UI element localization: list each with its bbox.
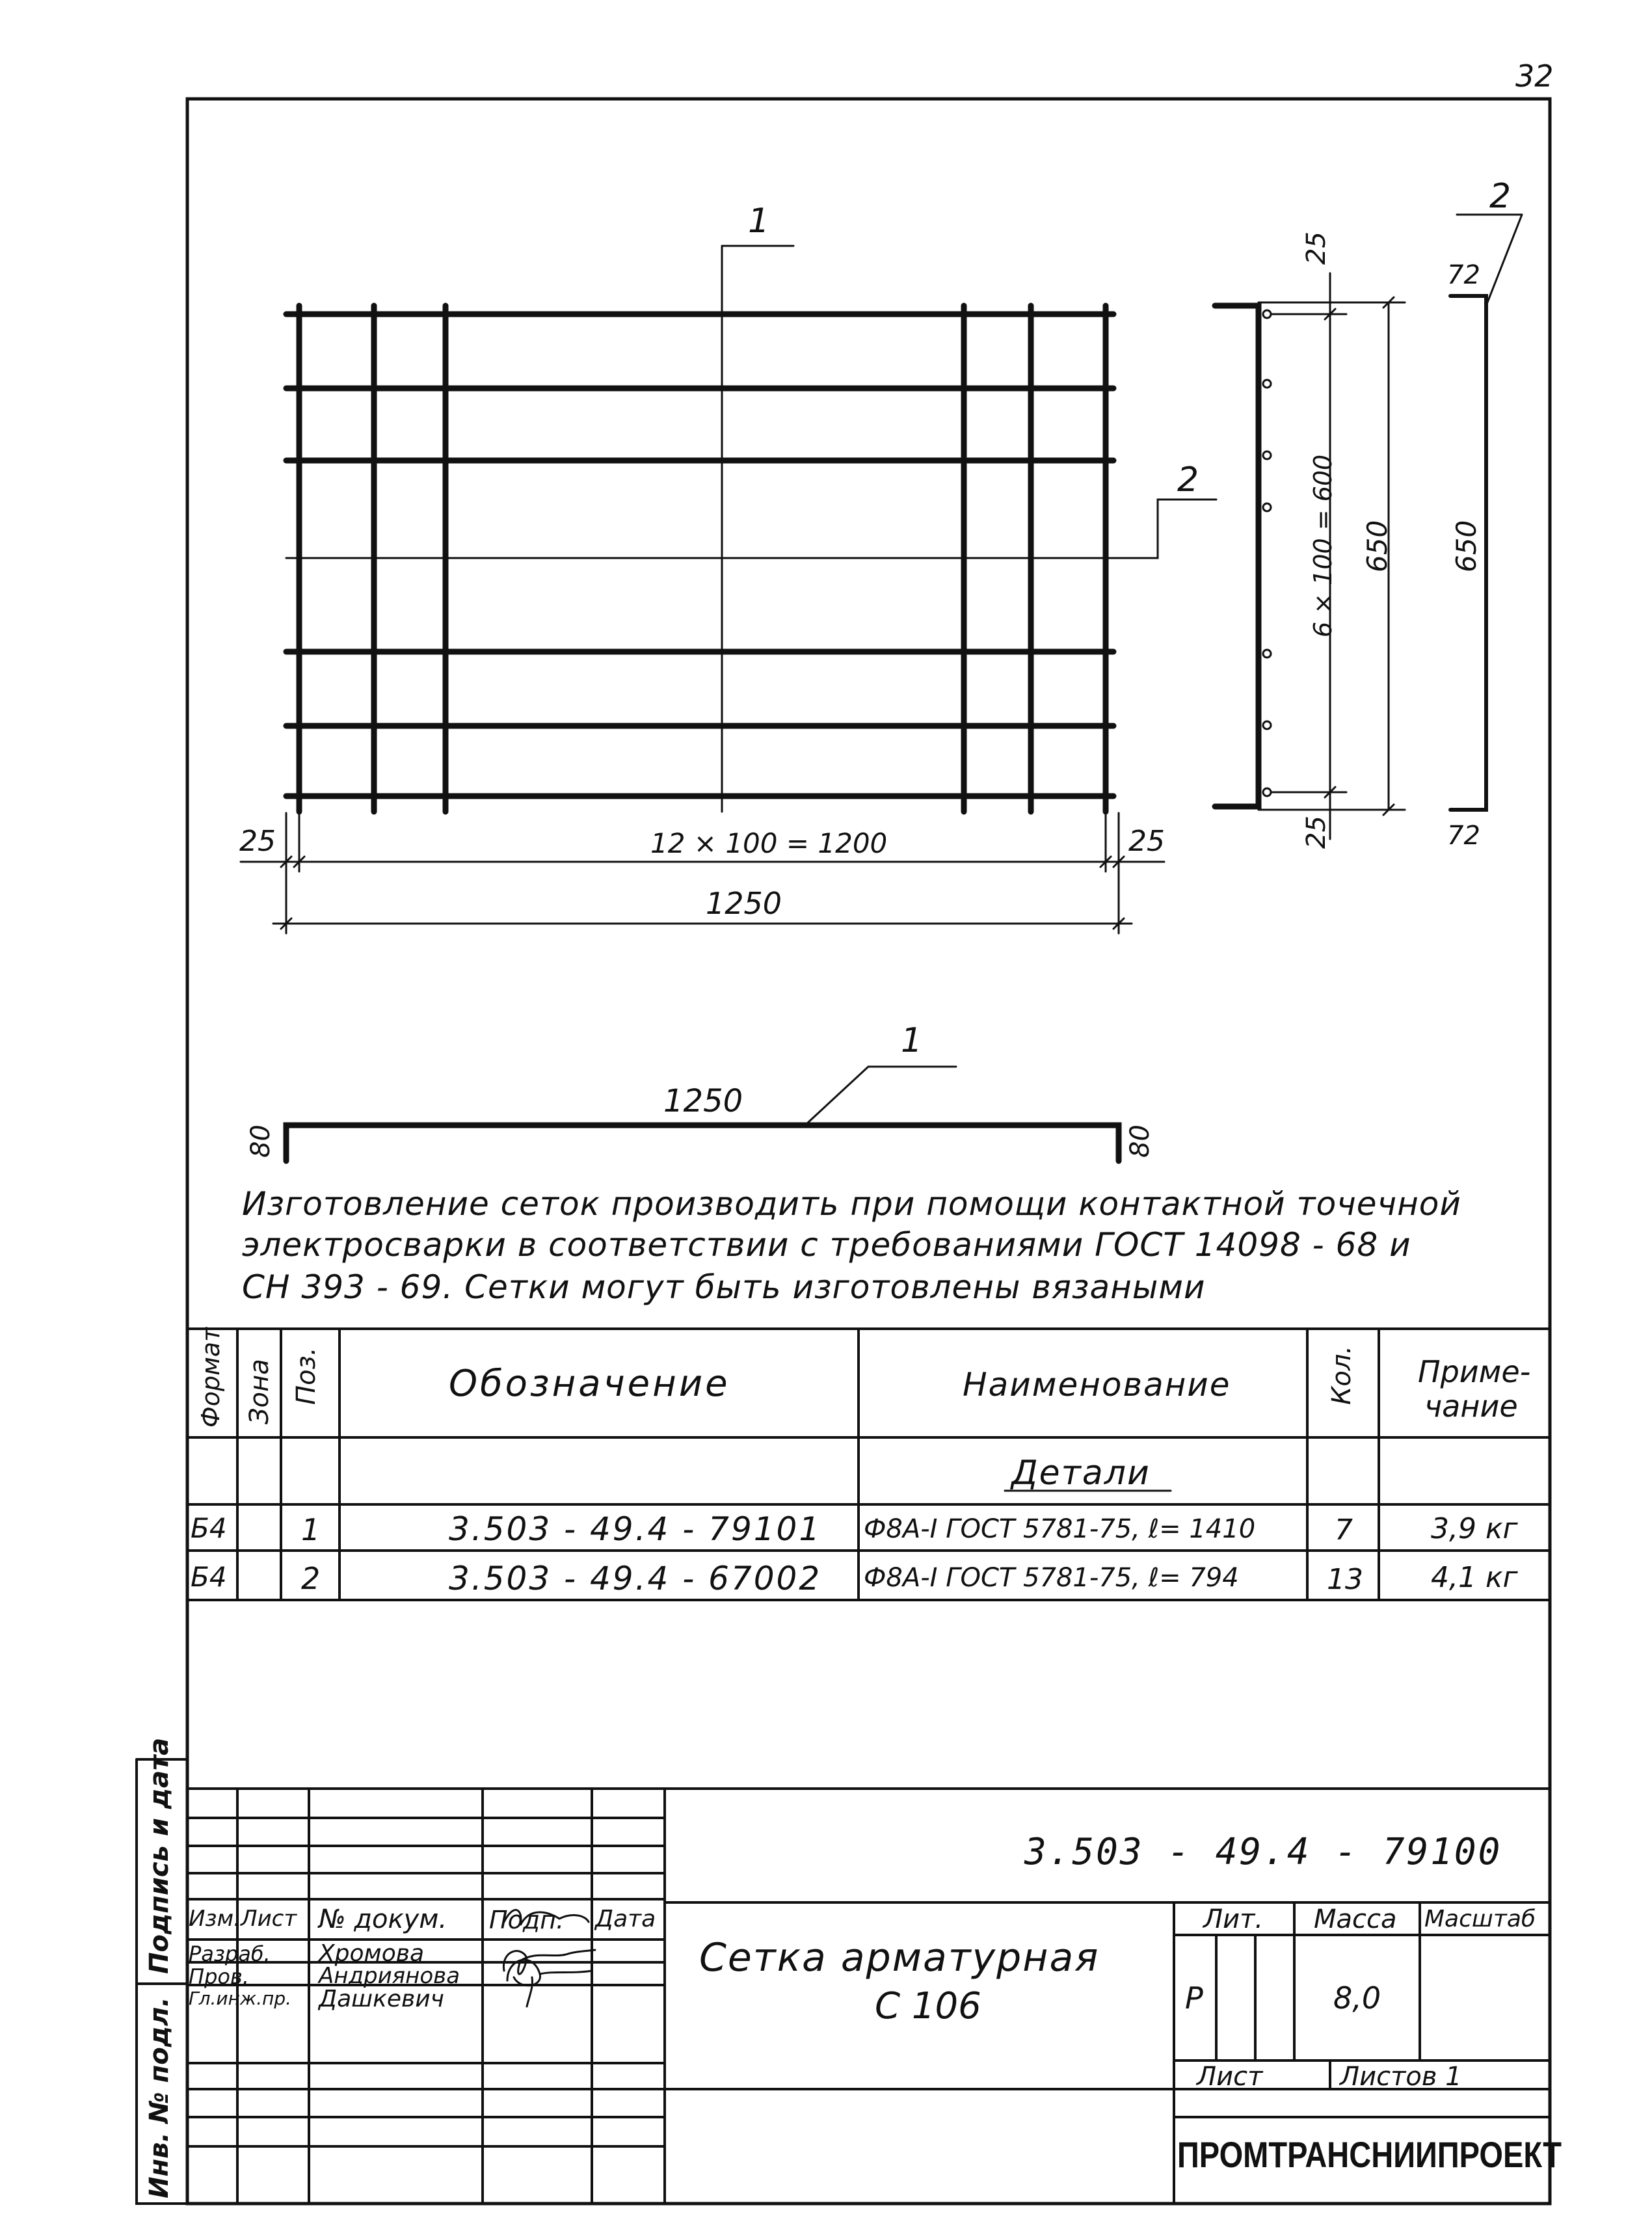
header-pos: Поз. — [291, 1347, 321, 1405]
row-2-format: Б4 — [191, 1561, 227, 1593]
signature-dashkevich — [507, 1960, 592, 2007]
dim-total: 1250 — [706, 886, 782, 921]
callout-2-profile-label: 2 — [1489, 177, 1512, 216]
callout-1-bar-label: 1 — [901, 1021, 923, 1060]
header-qty: Кол. — [1327, 1345, 1357, 1405]
callout-2-leader — [1113, 500, 1216, 558]
row-2-note: 4,1 кг — [1431, 1561, 1518, 1594]
row-2-name: Ф8А-I ГОСТ 5781-75, ℓ= 794 — [864, 1563, 1239, 1593]
page-number: 32 — [1515, 59, 1554, 94]
bar-length: 1250 — [663, 1083, 743, 1119]
dim-side-spacing: 6 × 100 = 600 — [1309, 454, 1337, 637]
dim-grid: 12 × 100 = 1200 — [650, 827, 888, 859]
row-2-pos: 2 — [301, 1561, 321, 1596]
dim-side-total: 650 — [1361, 520, 1393, 572]
row-2-qty: 13 — [1327, 1563, 1363, 1596]
col-header-date: Дата — [595, 1906, 656, 1932]
callout-1-mesh-label: 1 — [748, 202, 770, 241]
name-developer: Хромова — [319, 1940, 424, 1967]
section-title: Детали — [1011, 1454, 1151, 1493]
mass-value: 8,0 — [1333, 1980, 1381, 2016]
sheet-frame — [187, 99, 1550, 2204]
row-1-note: 3,9 кг — [1431, 1512, 1518, 1545]
bar-hook-left: 80 — [246, 1125, 276, 1158]
doc-number: 3.503 - 49.4 - 79100 — [1024, 1831, 1502, 1873]
col-header-izm: Изм. — [189, 1906, 241, 1932]
organization: ПРОМТРАНСНИИПРОЕКТ — [1177, 2134, 1562, 2175]
side-section-dots — [1263, 310, 1271, 796]
mass-label: Масса — [1314, 1904, 1397, 1934]
role-chief-engineer: Гл.инж.пр. — [189, 1988, 292, 2009]
header-format: Формат — [196, 1327, 225, 1428]
note-line-3: СН 393 - 69. Сетки могут быть изготовлены вязаными — [242, 1268, 1206, 1306]
role-checker: Пров. — [189, 1964, 249, 1989]
dim-bottom-right: 25 — [1128, 825, 1165, 858]
lit-label: Лит. — [1203, 1904, 1264, 1934]
dim-profile-bottom: 72 — [1447, 821, 1480, 851]
lit-value: Р — [1185, 1980, 1203, 2016]
name-chief-engineer: Дашкевич — [319, 1986, 444, 2012]
col-header-doc: № докум. — [319, 1904, 447, 1934]
name-checker: Андриянова — [319, 1963, 460, 1989]
header-zone: Зона — [245, 1359, 274, 1424]
side-section-bar — [1215, 306, 1259, 807]
header-designation: Обозначение — [449, 1363, 730, 1405]
title-line-1: Сетка арматурная — [699, 1935, 1100, 1980]
row-1-qty: 7 — [1335, 1514, 1353, 1547]
row-1-name: Ф8А-I ГОСТ 5781-75, ℓ= 1410 — [864, 1514, 1256, 1544]
callout-2-mesh-label: 2 — [1177, 460, 1199, 500]
row-2-designation: 3.503 - 49.4 - 67002 — [449, 1560, 822, 1597]
row-1-format: Б4 — [191, 1512, 227, 1544]
dim-bottom-left: 25 — [239, 825, 276, 858]
dim-side-top: 25 — [1301, 232, 1331, 265]
title-line-2: С 106 — [875, 1985, 981, 2027]
header-note-line2: чание — [1424, 1389, 1518, 1424]
sheets-label: Листов 1 — [1340, 2062, 1462, 2092]
dim-profile-length: 650 — [1450, 520, 1482, 572]
header-note-line1: Приме- — [1418, 1354, 1531, 1389]
note-line-2: электросварки в соответствии с требованиями ГОСТ 14098 - 68 и — [242, 1226, 1411, 1264]
row-1-pos: 1 — [301, 1512, 321, 1547]
role-developer: Разраб. — [189, 1941, 271, 1966]
header-name: Наименование — [963, 1366, 1231, 1404]
dim-side-bottom: 25 — [1301, 816, 1331, 849]
bar-hook-right: 80 — [1125, 1125, 1155, 1158]
side-label-inv-no: Инв. № подл. — [144, 1997, 174, 2198]
callout-1-leader — [722, 246, 793, 319]
note-line-1: Изготовление сеток производить при помощи контактной точечной — [242, 1185, 1461, 1223]
bar-1-shape — [286, 1125, 1119, 1161]
row-1-designation: 3.503 - 49.4 - 79101 — [449, 1510, 822, 1548]
mesh-horizontal-bars — [286, 314, 1113, 796]
col-header-sign: Подп. — [489, 1906, 565, 1934]
scale-label: Масштаб — [1424, 1906, 1536, 1932]
side-label-signature-date: Подпись и дата — [144, 1737, 174, 1974]
callout-1-bar-leader — [806, 1067, 956, 1124]
sheet-label: Лист — [1197, 2062, 1263, 2092]
dim-profile-top: 72 — [1447, 260, 1480, 290]
col-header-list: Лист — [241, 1906, 297, 1932]
